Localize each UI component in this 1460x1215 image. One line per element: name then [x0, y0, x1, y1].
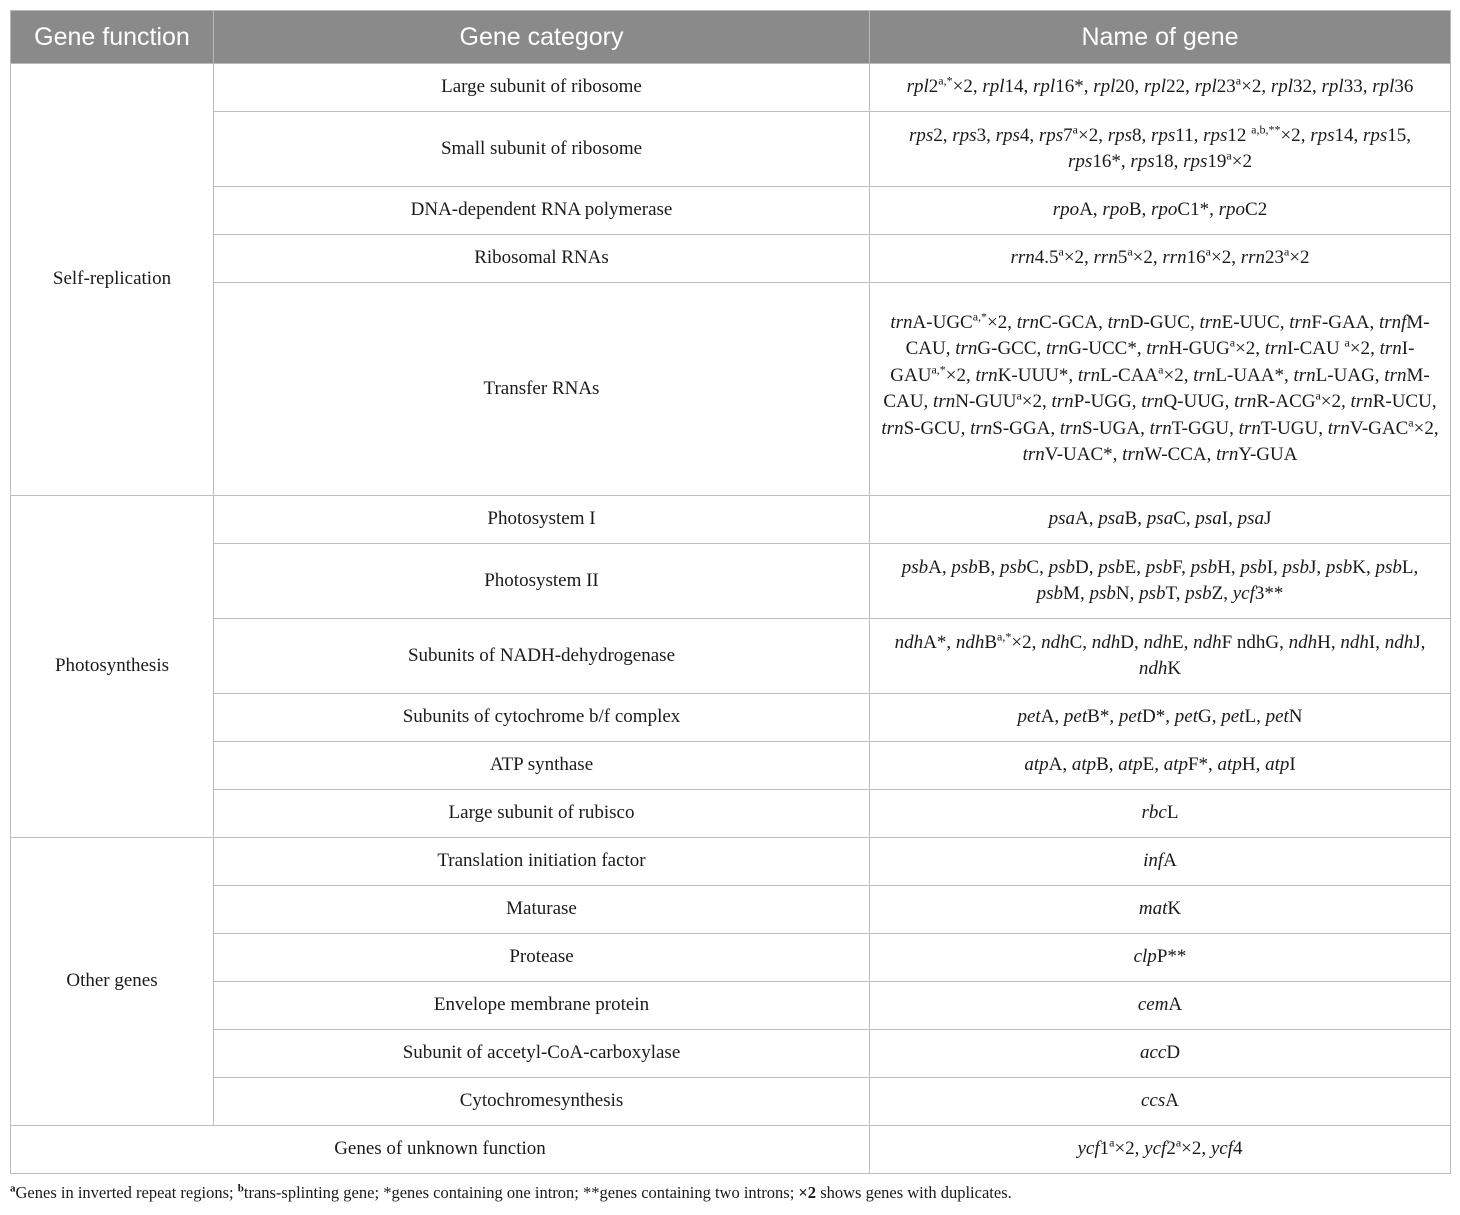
- category-cell: Photosystem I: [214, 496, 870, 544]
- group-photosynthesis: Photosynthesis: [11, 496, 214, 838]
- header-gene-function: Gene function: [11, 11, 214, 64]
- genes-cell: ndhA*, ndhB$^{a,*}$×2, ndhC, ndhD, ndhE, ndhF ndhG, ndhH, ndhI, ndhJ, ndhK: [870, 619, 1451, 694]
- table-row: [11, 187, 1451, 235]
- genes-cell: atpA, atpB, atpE, atpF*, atpH, atpI: [870, 742, 1451, 790]
- table-row: [11, 982, 1451, 1030]
- category-cell: Subunit of accetyl-CoA-carboxylase: [214, 1030, 870, 1078]
- category-cell: Subunits of cytochrome b/f complex: [214, 694, 870, 742]
- genes-cell: trnA-$UGC^{a,*}\times 2$, trnC-GCA, trnD-GUC, trnE-UUC, trnF-GAA, trnfM-CAU, trnG-GCC, trnG-UCC*, trnH-$GUG^a\times 2$, trnI-CAU $^a$×2, trnI-$GAU^{a,*}\times 2$, trnK-UUU*, trnL-$CAA^a\times 2$, trnL-UAA*, trnL-UAG, trnM-CAU, trnN-$GUU^a\times 2$, trnP-UGG, trnQ-UUG, trnR-$ACG^a\times 2$, trnR-UCU, trnS-GCU, trnS-GGA, trnS-UGA, trnT-GGU, trnT-UGU, trnV-$GAC^a\times 2$, trnV-UAC*, trnW-CCA, trnY-GUA: [870, 283, 1451, 496]
- category-cell: Large subunit of rubisco: [214, 790, 870, 838]
- group-self-replication: Self-replication: [11, 64, 214, 496]
- table-row: [11, 496, 1451, 544]
- genes-cell: rrn4.5$^a$×2, $rrn5^a\times 2$, $rrn16^a\times 2$, $rrn23^a\times 2$: [870, 235, 1451, 283]
- genes-cell: ccsA: [870, 1078, 1451, 1126]
- table-row: [11, 235, 1451, 283]
- category-cell: Large subunit of ribosome: [214, 64, 870, 112]
- genes-cell: petA, petB*, petD*, petG, petL, petN: [870, 694, 1451, 742]
- category-cell: Maturase: [214, 886, 870, 934]
- table-row: [11, 112, 1451, 187]
- category-cell: Protease: [214, 934, 870, 982]
- genes-cell: rps2, rps3, rps4, $rps7^a\times 2$, rps8, rps11, rps12 $^{a,b,**}$×2, rps14, rps15, rps16*, rps18, $rps19^a\times 2$: [870, 112, 1451, 187]
- genes-cell: infA: [870, 838, 1451, 886]
- table-row: [11, 544, 1451, 619]
- genes-cell: psbA, psbB, psbC, psbD, psbE, psbF, psbH, psbI, psbJ, psbK, psbL, psbM, psbN, psbT, psbZ, ycf3**: [870, 544, 1451, 619]
- genes-cell: rpoA, rpoB, rpoC1*, rpoC2: [870, 187, 1451, 235]
- header-gene-category: Gene category: [214, 11, 870, 64]
- genes-cell: psaA, psaB, psaC, psaI, psaJ: [870, 496, 1451, 544]
- category-cell: ATP synthase: [214, 742, 870, 790]
- category-cell-unknown: Genes of unknown function: [11, 1126, 870, 1174]
- category-cell: Transfer RNAs: [214, 283, 870, 496]
- table-row: [11, 283, 1451, 496]
- table-row: [11, 742, 1451, 790]
- genes-cell: accD: [870, 1030, 1451, 1078]
- category-cell: Envelope membrane protein: [214, 982, 870, 1030]
- gene-table: [10, 10, 1451, 1174]
- genes-cell: clpP**: [870, 934, 1451, 982]
- group-other-genes: Other genes: [11, 838, 214, 1126]
- genes-cell: matK: [870, 886, 1451, 934]
- genes-cell: $rpl2^{a,*}\times 2$, rpl14, rpl16*, rpl20, rpl22, $rpl23^a\times 2$, rpl32, rpl33, rpl36: [870, 64, 1451, 112]
- gene-table-container: [10, 10, 1450, 1174]
- table-row: [11, 886, 1451, 934]
- table-row: [11, 790, 1451, 838]
- category-cell: DNA-dependent RNA polymerase: [214, 187, 870, 235]
- genes-cell: $ycf1^a\times 2$, $ycf2^a\times 2$, ycf4: [870, 1126, 1451, 1174]
- genes-cell: rbcL: [870, 790, 1451, 838]
- category-cell: Translation initiation factor: [214, 838, 870, 886]
- table-row: [11, 1030, 1451, 1078]
- table-row: [11, 934, 1451, 982]
- table-row: [11, 64, 1451, 112]
- category-cell: Ribosomal RNAs: [214, 235, 870, 283]
- header-row: [11, 11, 1451, 64]
- table-footnote: $^a$Genes in inverted repeat regions; $^b$trans-splinting gene; *genes containing one intron; **genes containing two introns; ×2 shows genes with duplicates.: [10, 1182, 1012, 1202]
- header-name-of-gene: Name of gene: [870, 11, 1451, 64]
- category-cell: Photosystem II: [214, 544, 870, 619]
- category-cell: Subunits of NADH-dehydrogenase: [214, 619, 870, 694]
- category-cell: Cytochromesynthesis: [214, 1078, 870, 1126]
- table-row: [11, 1078, 1451, 1126]
- table-row: [11, 1126, 1451, 1174]
- table-row: [11, 694, 1451, 742]
- table-row: [11, 838, 1451, 886]
- table-row: [11, 619, 1451, 694]
- genes-cell: cemA: [870, 982, 1451, 1030]
- category-cell: Small subunit of ribosome: [214, 112, 870, 187]
